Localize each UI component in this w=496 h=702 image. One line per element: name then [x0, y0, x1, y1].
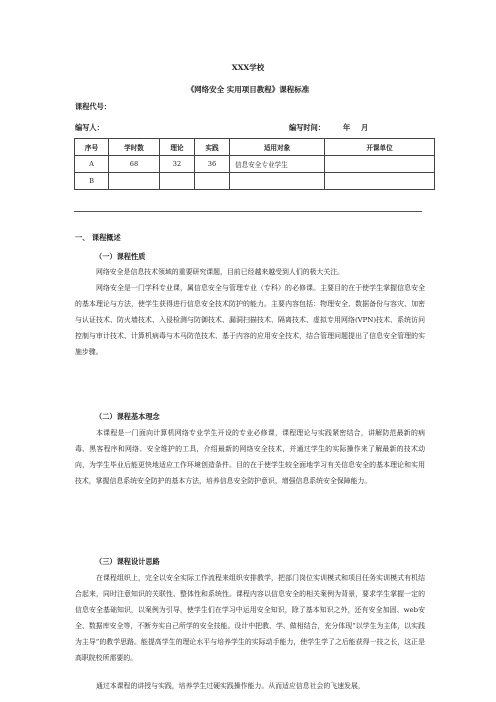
table-cell: [325, 173, 435, 190]
col-header-unit: 开课单位: [325, 139, 435, 156]
section-heading-overview: 一、 课程概述: [75, 233, 121, 242]
paragraph: 网络安全是信息技术领域的重要研究课题，目前已经越来越受到人们的极大关注。: [96, 268, 345, 276]
paragraph: 本课程是一门面向计算机网络专业学生开设的专业必修课，课程理论与实践紧密结合，讲解防范最新的病毒、黑客程序和网络、安全维护的工具，介绍最新的网络安全技术，并通过学生的实际操作来了解最新的技术动向，为学生毕业后能更快地适应工作环境创造条件。目的在于使学生较全面地学习有关信息安全的基本理论和实用技术，掌握信息系统安全防护的基本方法，培养信息安全防护意识，增强信息系统安全保障能力。: [75, 429, 425, 485]
subsection-heading-nature: （一）课程性质: [95, 252, 146, 261]
col-header-theory: 理论: [160, 139, 195, 156]
table-cell: 32: [160, 156, 195, 173]
document-title: 《网络安全 实用项目教程》课程标准: [186, 85, 310, 94]
table-cell: [325, 156, 435, 173]
paragraph: 通过本课程的讲授与实践，培养学生过硬实践操作能力。从而适应信息社会的飞速发展，: [96, 682, 365, 690]
table-row: [75, 156, 435, 173]
month-label: 月: [361, 123, 369, 132]
course-code-label: 课程代号：: [75, 102, 111, 111]
author-label: 编写人：: [75, 123, 104, 132]
col-header-audience: 适用对象: [230, 139, 325, 156]
col-header-practice: 实践: [195, 139, 230, 156]
table-cell: [230, 173, 325, 190]
table-header-row: [75, 139, 435, 156]
year-label: 年: [343, 123, 351, 132]
table-row: [75, 173, 435, 190]
table-cell: [195, 173, 230, 190]
col-header-index: 序号: [75, 139, 109, 156]
date-label: 编写时间：: [289, 123, 325, 132]
course-info-table: [74, 138, 435, 190]
subsection-heading-design: （三）课程设计思路: [95, 557, 160, 566]
table-cell: 信息安全专业学生: [230, 156, 325, 173]
separator-line: [74, 211, 422, 212]
paragraph: 网络安全是一门学科专业课，属信息安全与管理专业（专科）的必修课。主要目的在于使学生掌握信息安全的基本理论与方法，使学生获得进行信息安全技术防护的能力。主要内容包括：物理安全、数据备份与容灾、加密与认证技术、防火墙技术、入侵检测与防御技术、漏洞扫描技术、隔离技术、虚拟专用网络(VPN)技术、系统访问控制与审计技术、计算机病毒与木马防范技术、基于内容的应用安全技术，结合管理问题提出了信息安全管理的实施步骤。: [75, 284, 425, 356]
col-header-hours: 学时数: [109, 139, 160, 156]
table-cell: 36: [195, 156, 230, 173]
table-cell: [109, 173, 160, 190]
subsection-heading-philosophy: （二）课程基本理念: [95, 412, 160, 421]
table-cell: B: [75, 173, 109, 190]
school-name: XXX学校: [231, 63, 265, 72]
table-cell: [160, 173, 195, 190]
table-cell: 68: [109, 156, 160, 173]
table-cell: A: [75, 156, 109, 173]
paragraph: 在课程组织上，完全以安全实际工作流程来组织安排教学，把部门岗位实训模式和项目任务实训模式有机结合起来，同时注意知识的关联性、整体性和系统性。课程内容以信息安全的相关案例为背景，要求学生掌握一定的信息安全基础知识，以案例为引导，使学生们在学习中运用安全知识，除了基本知识之外，还有安全加固、web安全、数据库安全等，不断夯实自己所学的安全技能。设计中把教、学、做相结合，充分体现“以学生为主体，以实践为主导”的教学思路。能提高学生的理论水平与培养学生的实际动手能力，使学生学了之后能获得一技之长，这正是高职院校所需要的。: [75, 574, 425, 662]
